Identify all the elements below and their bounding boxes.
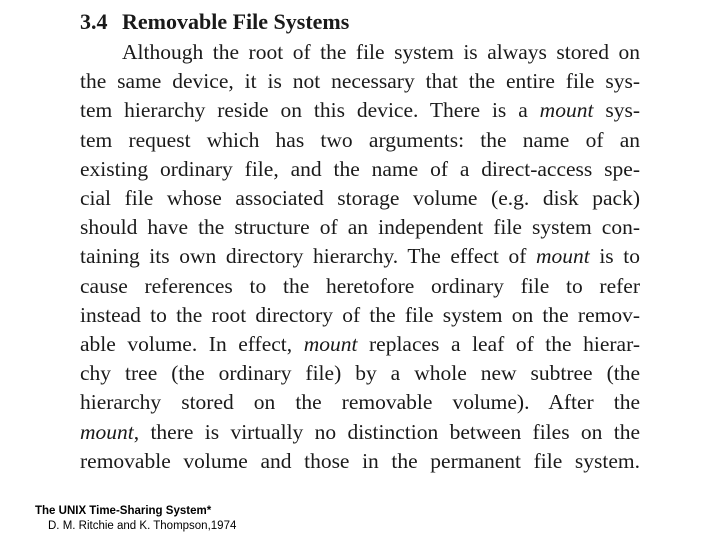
italic-term: mount <box>535 244 590 269</box>
section-title: Removable File Systems <box>122 9 350 34</box>
text-line: should have the structure of an independent file system con- <box>80 215 640 240</box>
italic-term: mount <box>539 98 594 123</box>
text-line: taining its own directory hierarchy. The effect of mount is to <box>80 244 640 269</box>
text-line: mount, there is virtually no distinction between files on the <box>80 419 640 444</box>
italic-term: mount <box>80 419 134 444</box>
credit-authors: D. M. Ritchie and K. Thompson,1974 <box>48 520 237 532</box>
credit-title: The UNIX Time-Sharing System* <box>35 505 212 517</box>
text-line: the same device, it is not necessary that the entire file sys- <box>80 69 640 94</box>
section-heading <box>80 9 349 35</box>
section-number: 3.4 <box>80 9 108 34</box>
text-line: hierarchy stored on the removable volume). After the <box>80 390 640 415</box>
text-line: removable volume and those in the permanent file system. <box>80 448 640 473</box>
text-line: existing ordinary file, and the name of a direct-access spe- <box>80 156 640 181</box>
text-line: tem request which has two arguments: the name of an <box>80 127 640 152</box>
text-line: able volume. In effect, mount replaces a leaf of the hierar- <box>80 332 640 356</box>
text-line: tem hierarchy reside on this device. There is a mount sys- <box>80 98 640 123</box>
text-line: cial file whose associated storage volume (e.g. disk pack) <box>80 186 640 210</box>
text-line: Although the root of the file system is always stored on <box>122 40 640 64</box>
italic-term: mount <box>303 332 358 356</box>
text-line: instead to the root directory of the file system on the remov- <box>80 302 640 327</box>
text-line: chy tree (the ordinary file) by a whole new subtree (the <box>80 361 640 386</box>
source-credit <box>35 504 236 534</box>
text-line: cause references to the heretofore ordinary file to refer <box>80 273 640 298</box>
